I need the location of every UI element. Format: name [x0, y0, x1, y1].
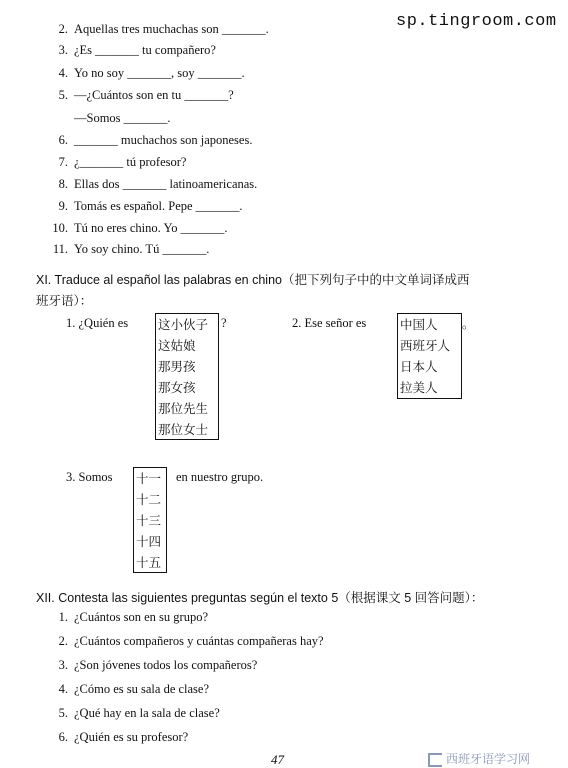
item-text: Yo soy chino. Tú _______. [74, 242, 210, 256]
exercise-item [50, 43, 216, 58]
item-number: 6. [58, 133, 68, 147]
option: 拉美人 [400, 380, 438, 395]
exercise-item [50, 111, 171, 126]
question-item [50, 610, 208, 625]
watermark: sp.tingroom.com [396, 12, 557, 31]
question-item [50, 658, 257, 673]
item-text: Yo no soy _______, soy _______. [74, 66, 245, 80]
question-item [50, 706, 220, 721]
q3-suffix: en nuestro grupo. [176, 470, 264, 484]
exercise-item [50, 22, 269, 37]
option: 那女孩 [158, 380, 196, 395]
item-number: 3. [58, 43, 68, 57]
exercise-item [50, 88, 234, 103]
item-number: 2. [58, 22, 68, 36]
page-number: 47 [271, 752, 284, 767]
item-number: 1. [58, 610, 68, 624]
item-number: 2. [58, 634, 68, 648]
option: 十一 [136, 471, 162, 486]
q1-suffix: ? [221, 316, 227, 330]
item-text: Tú no eres chino. Yo _______. [74, 221, 228, 235]
option: 十五 [136, 555, 162, 570]
question-item [50, 682, 209, 697]
question-item [50, 634, 324, 649]
item-number: 8. [58, 177, 68, 191]
option: 十二 [136, 492, 162, 507]
option: 这姑娘 [158, 338, 196, 353]
item-text: ¿Cuántos son en su grupo? [74, 610, 209, 624]
item-number: 7. [58, 155, 68, 169]
item-text: _______ muchachos son japoneses. [74, 133, 253, 147]
section-xi-title-cont: 班牙语）： [36, 294, 93, 308]
item-number: 4. [58, 66, 68, 80]
item-text: Tomás es español. Pepe _______. [74, 199, 243, 213]
section-xii-title: XII. Contesta las siguientes preguntas según el texto 5（根据课文 5 回答问题）： [36, 591, 484, 605]
q3-options-box [133, 467, 167, 573]
item-number: 4. [58, 682, 68, 696]
item-text: ¿Cuántos compañeros y cuántas compañeras hay? [74, 634, 324, 648]
item-number: 11. [52, 242, 68, 256]
item-number: 5. [58, 706, 68, 720]
q3-prefix: 3. Somos [66, 470, 113, 484]
exercise-item [50, 199, 243, 214]
question-item [50, 730, 188, 745]
option: 西班牙人 [400, 338, 451, 353]
item-number: 3. [58, 658, 68, 672]
item-text: ¿Son jóvenes todos los compañeros? [74, 658, 258, 672]
exercise-item [50, 177, 257, 192]
q1-options-box [155, 313, 219, 440]
option: 十三 [136, 513, 162, 528]
item-text: ¿_______ tú profesor? [74, 155, 187, 169]
item-text: Aquellas tres muchachas son _______. [74, 22, 269, 36]
item-number: 9. [58, 199, 68, 213]
q2-suffix: 。 [462, 317, 475, 331]
exercise-item [50, 242, 209, 257]
option: 日本人 [400, 359, 438, 374]
section-xi-title: XI. Traduce al español las palabras en chino（把下列句子中的中文单词译成西 [36, 273, 470, 287]
item-number: 10. [52, 221, 68, 235]
option: 那位先生 [158, 401, 209, 416]
item-text: ¿Es _______ tu compañero? [74, 43, 216, 57]
item-text: ¿Cómo es su sala de clase? [74, 682, 210, 696]
item-text: ¿Qué hay en la sala de clase? [74, 706, 220, 720]
item-number: 6. [58, 730, 68, 744]
item-text: Ellas dos _______ latinoamericanas. [74, 177, 258, 191]
option: 这小伙子 [158, 317, 209, 332]
q1-prefix: 1. ¿Quién es [66, 316, 129, 330]
exercise-item [50, 155, 186, 170]
exercise-item [50, 221, 227, 236]
item-text: —¿Cuántos son en tu _______? [74, 88, 234, 102]
q2-options-box [397, 313, 462, 399]
q2-prefix: 2. Ese señor es [292, 316, 367, 330]
option: 十四 [136, 534, 162, 549]
item-text: —Somos _______. [74, 111, 171, 125]
footer-logo-text: 西班牙语学习网 [446, 752, 531, 766]
option: 中国人 [400, 317, 438, 332]
exercise-item [50, 66, 245, 81]
item-text: ¿Quién es su profesor? [74, 730, 189, 744]
item-number: 5. [58, 88, 68, 102]
logo-mark-icon [428, 753, 442, 767]
footer-logo [428, 750, 530, 767]
option: 那位女士 [158, 422, 209, 437]
option: 那男孩 [158, 359, 196, 374]
exercise-item [50, 133, 252, 148]
